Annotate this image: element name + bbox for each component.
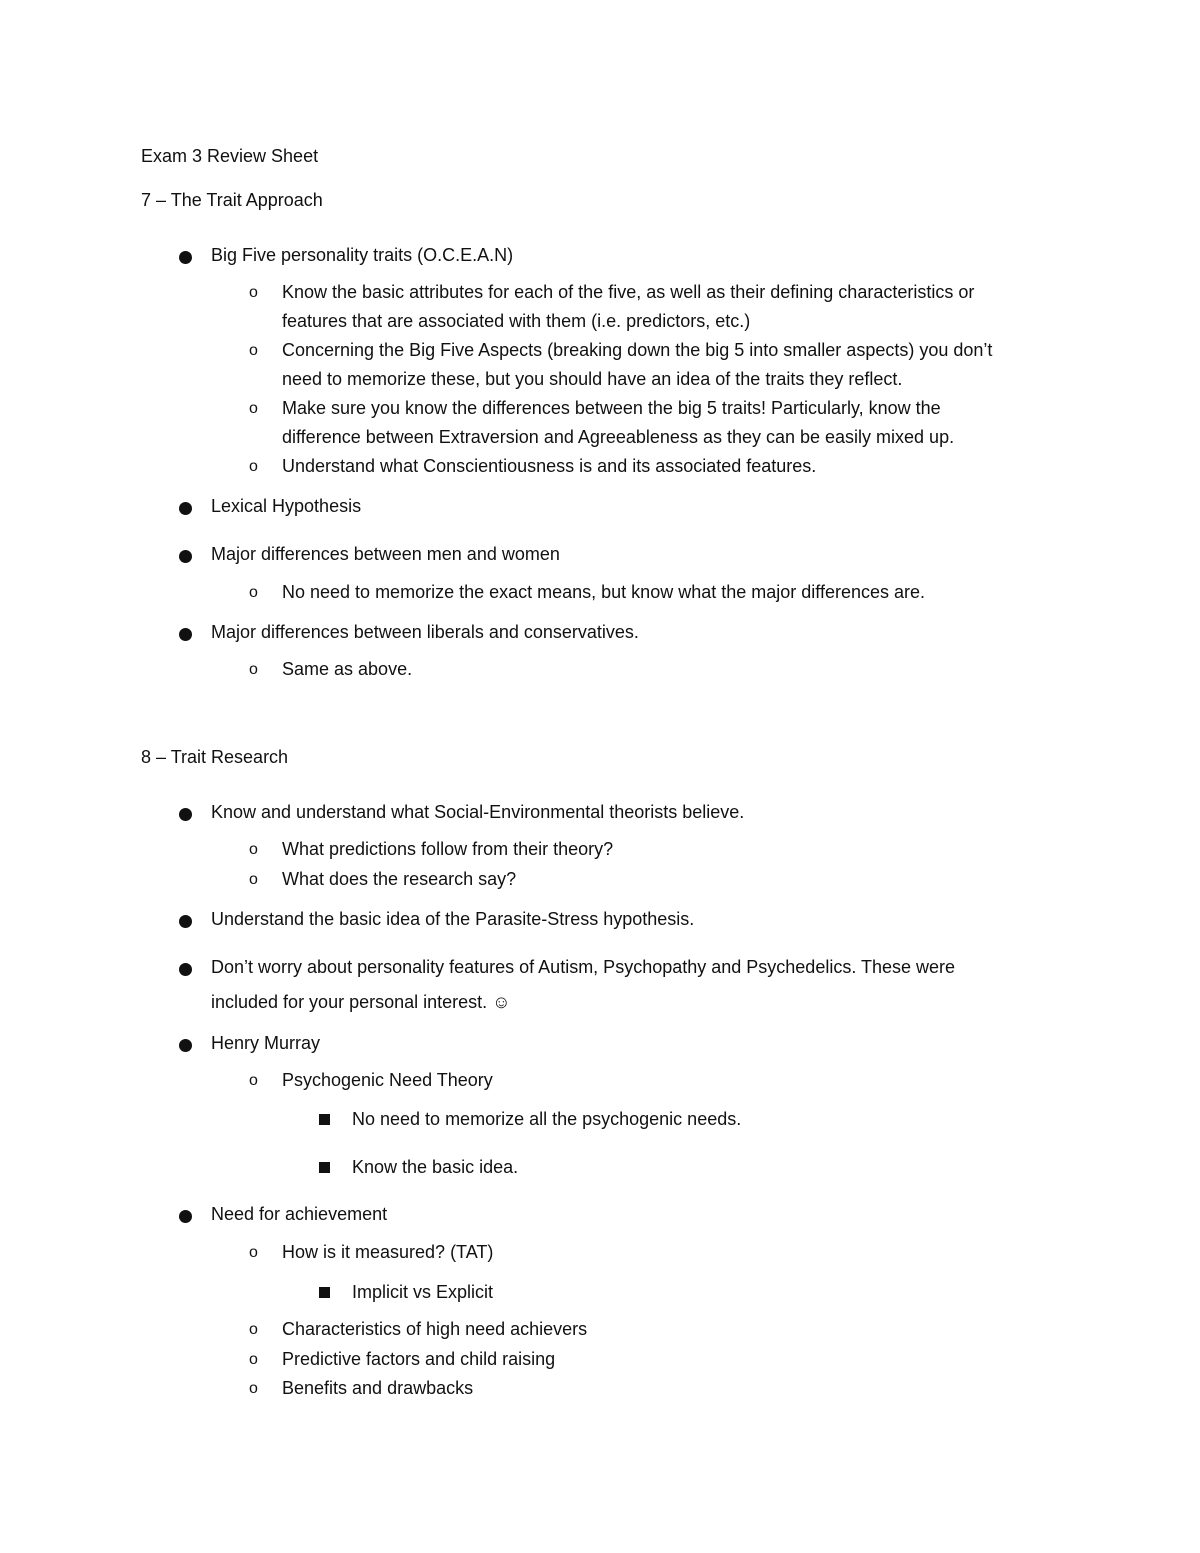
list-item-big-five: Big Five personality traits (O.C.E.A.N) <box>211 245 514 265</box>
bullet-disc <box>179 1039 192 1052</box>
sub-item-text: need to memorize these, but you should have an idea of the traits they reflect. <box>282 369 903 389</box>
bullet-circle: o <box>249 871 258 888</box>
sub-item-text: No need to memorize the exact means, but know what the major differences are. <box>282 582 925 602</box>
bullet-disc <box>179 963 192 976</box>
document-title: Exam 3 Review Sheet <box>141 146 319 166</box>
list-item-lexical: Lexical Hypothesis <box>211 496 362 516</box>
bullet-circle: o <box>249 1321 258 1338</box>
sub-item-text: Same as above. <box>282 659 413 679</box>
list-item-autism: Don’t worry about personality features of Autism, Psychopathy and Psychedelics. These were <box>211 957 956 977</box>
sub-item-text: What does the research say? <box>282 869 517 889</box>
sub-item-text: How is it measured? (TAT) <box>282 1242 494 1262</box>
bullet-circle: o <box>249 1380 258 1397</box>
bullet-square <box>319 1162 330 1173</box>
bullet-circle: o <box>249 458 258 475</box>
bullet-circle: o <box>249 342 258 359</box>
sub-sub-item-text: Know the basic idea. <box>352 1157 519 1177</box>
bullet-disc <box>179 915 192 928</box>
bullet-disc <box>179 628 192 641</box>
sub-item-text: Characteristics of high need achievers <box>282 1319 588 1339</box>
bullet-square <box>319 1114 330 1125</box>
section-8-heading: 8 – Trait Research <box>141 747 289 767</box>
bullet-square <box>319 1287 330 1298</box>
bullet-circle: o <box>249 584 258 601</box>
bullet-circle: o <box>249 1351 258 1368</box>
sub-sub-item-text: Implicit vs Explicit <box>352 1282 494 1302</box>
list-item-social-env: Know and understand what Social-Environmental theorists believe. <box>211 802 745 822</box>
bullet-disc <box>179 550 192 563</box>
sub-item-text: Predictive factors and child raising <box>282 1349 556 1369</box>
sub-item-text: features that are associated with them (i.e. predictors, etc.) <box>282 311 751 331</box>
sub-item-text: Make sure you know the differences between the big 5 traits! Particularly, know the <box>282 398 941 418</box>
list-item-parasite: Understand the basic idea of the Parasite-Stress hypothesis. <box>211 909 695 929</box>
list-item-murray: Henry Murray <box>211 1033 321 1053</box>
sub-item-text: difference between Extraversion and Agreeableness as they can be easily mixed up. <box>282 427 955 447</box>
bullet-circle: o <box>249 400 258 417</box>
section-7-heading: 7 – The Trait Approach <box>141 190 323 210</box>
sub-item-text: Benefits and drawbacks <box>282 1378 474 1398</box>
bullet-circle: o <box>249 1072 258 1089</box>
bullet-disc <box>179 251 192 264</box>
sub-item-text: Understand what Conscientiousness is and its associated features. <box>282 456 817 476</box>
list-item-men-women: Major differences between men and women <box>211 544 560 564</box>
sub-item-text: What predictions follow from their theory? <box>282 839 614 859</box>
sub-item-text: Psychogenic Need Theory <box>282 1070 493 1090</box>
bullet-circle: o <box>249 1244 258 1261</box>
bullet-disc <box>179 1210 192 1223</box>
bullet-circle: o <box>249 661 258 678</box>
sub-sub-item-text: No need to memorize all the psychogenic needs. <box>352 1109 742 1129</box>
sub-item-text: Concerning the Big Five Aspects (breaking down the big 5 into smaller aspects) you don’t <box>282 340 993 360</box>
list-item-achievement: Need for achievement <box>211 1204 388 1224</box>
bullet-circle: o <box>249 284 258 301</box>
list-item-liberals: Major differences between liberals and conservatives. <box>211 622 639 642</box>
bullet-disc <box>179 808 192 821</box>
list-item-autism-continued: included for your personal interest. ☺ <box>211 992 511 1012</box>
sub-item-text: Know the basic attributes for each of the five, as well as their defining characteristics or <box>282 282 975 302</box>
bullet-circle: o <box>249 841 258 858</box>
bullet-disc <box>179 502 192 515</box>
